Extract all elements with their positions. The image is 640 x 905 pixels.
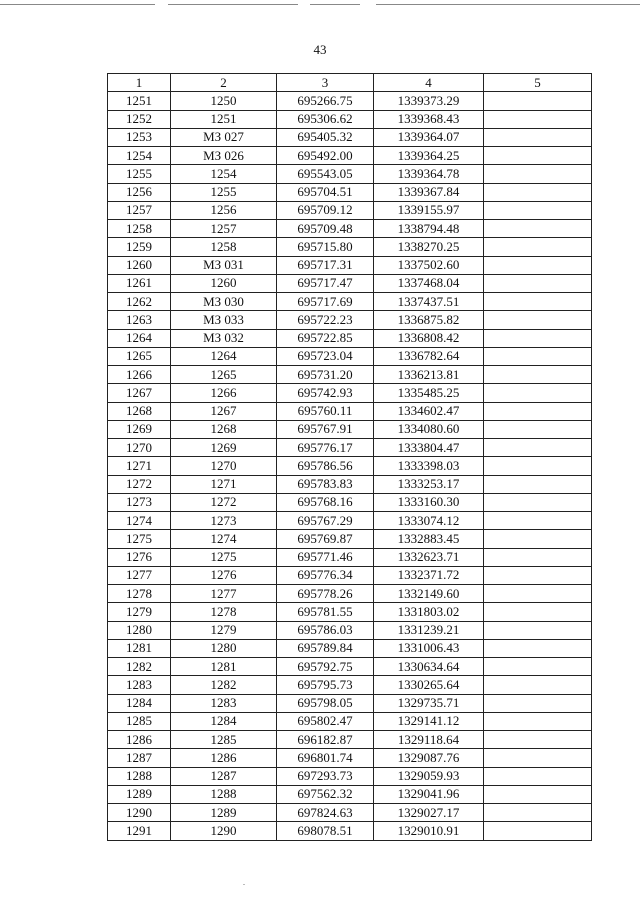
table-cell: [484, 639, 592, 657]
table-cell: [484, 530, 592, 548]
table-cell: 1331006.43: [374, 639, 484, 657]
table-cell: [484, 712, 592, 730]
table-cell: [484, 147, 592, 165]
table-cell: 1258: [171, 238, 277, 256]
table-row: [108, 694, 592, 712]
table-cell: 695786.56: [277, 457, 374, 475]
table-cell: [484, 512, 592, 530]
table-cell: 695405.32: [277, 128, 374, 146]
scan-edge-line: [310, 4, 360, 5]
table-cell: 1339364.07: [374, 128, 484, 146]
table-cell: 1264: [171, 347, 277, 365]
table-cell: 1337502.60: [374, 256, 484, 274]
table-row: [108, 585, 592, 603]
table-cell: 1339373.29: [374, 92, 484, 110]
table-cell: 1267: [171, 402, 277, 420]
table-cell: 695792.75: [277, 658, 374, 676]
column-header: 3: [277, 74, 374, 92]
page-number: 43: [313, 42, 327, 57]
table-cell: 1338794.48: [374, 220, 484, 238]
table-cell: 1280: [171, 639, 277, 657]
table-cell: 1339364.78: [374, 165, 484, 183]
table-row: [108, 676, 592, 694]
table-cell: 1252: [108, 110, 171, 128]
column-header: 5: [484, 74, 592, 92]
table-cell: 697293.73: [277, 767, 374, 785]
coordinates-table: [107, 73, 592, 841]
table-cell: [484, 220, 592, 238]
table-cell: 695742.93: [277, 384, 374, 402]
table-cell: 1333160.30: [374, 493, 484, 511]
table-cell: 1282: [171, 676, 277, 694]
table-cell: [484, 804, 592, 822]
table-cell: 1272: [108, 475, 171, 493]
table-cell: 1329141.12: [374, 712, 484, 730]
scan-speck: [243, 884, 245, 885]
table-cell: 697562.32: [277, 785, 374, 803]
table-row: [108, 731, 592, 749]
table-cell: 695306.62: [277, 110, 374, 128]
column-header: 2: [171, 74, 277, 92]
table-body: [108, 92, 592, 840]
table-row: [108, 238, 592, 256]
table-cell: 695731.20: [277, 366, 374, 384]
table-cell: 698078.51: [277, 822, 374, 840]
table-row: [108, 311, 592, 329]
table-cell: [484, 457, 592, 475]
table-cell: 1332371.72: [374, 566, 484, 584]
table-cell: 1329087.76: [374, 749, 484, 767]
table-cell: [484, 201, 592, 219]
table-cell: [484, 694, 592, 712]
table-cell: 1285: [171, 731, 277, 749]
table-cell: 1278: [108, 585, 171, 603]
table-cell: 1251: [171, 110, 277, 128]
table-cell: 695722.85: [277, 329, 374, 347]
table-cell: 1288: [108, 767, 171, 785]
table-row: [108, 749, 592, 767]
table-cell: 1333398.03: [374, 457, 484, 475]
table-cell: 1267: [108, 384, 171, 402]
table-cell: [484, 366, 592, 384]
table-row: [108, 603, 592, 621]
table-row: [108, 165, 592, 183]
table-cell: 1330634.64: [374, 658, 484, 676]
table-cell: 1335485.25: [374, 384, 484, 402]
table-cell: [484, 293, 592, 311]
table-row: [108, 366, 592, 384]
table-cell: 1279: [108, 603, 171, 621]
table-cell: 1270: [171, 457, 277, 475]
table-cell: 695767.91: [277, 420, 374, 438]
table-cell: 1329010.91: [374, 822, 484, 840]
table-cell: 695786.03: [277, 621, 374, 639]
table-cell: 1269: [108, 420, 171, 438]
table-cell: 695798.05: [277, 694, 374, 712]
table-cell: 1253: [108, 128, 171, 146]
table-cell: 695715.80: [277, 238, 374, 256]
table-row: [108, 347, 592, 365]
table-row: [108, 712, 592, 730]
table-row: [108, 220, 592, 238]
table-cell: 1279: [171, 621, 277, 639]
table-cell: 1329027.17: [374, 804, 484, 822]
table-cell: 695781.55: [277, 603, 374, 621]
table-row: [108, 201, 592, 219]
table-cell: 1274: [108, 512, 171, 530]
table-cell: [484, 603, 592, 621]
table-cell: 1283: [171, 694, 277, 712]
table-cell: [484, 183, 592, 201]
table-cell: 1339364.25: [374, 147, 484, 165]
table-cell: 1272: [171, 493, 277, 511]
table-cell: [484, 658, 592, 676]
table-cell: 1336782.64: [374, 347, 484, 365]
table-cell: 1276: [171, 566, 277, 584]
table-cell: 695776.34: [277, 566, 374, 584]
table-cell: 1254: [108, 147, 171, 165]
table-cell: 1332149.60: [374, 585, 484, 603]
table-cell: [484, 475, 592, 493]
table-cell: 1289: [171, 804, 277, 822]
table-cell: [484, 402, 592, 420]
table-cell: [484, 311, 592, 329]
table-cell: 1290: [108, 804, 171, 822]
table-cell: 695723.04: [277, 347, 374, 365]
table-cell: 1255: [108, 165, 171, 183]
table-row: [108, 439, 592, 457]
scan-edge-line: [0, 4, 155, 5]
table-cell: [484, 822, 592, 840]
table-cell: 695778.26: [277, 585, 374, 603]
table-cell: 1329735.71: [374, 694, 484, 712]
table-cell: 1266: [108, 366, 171, 384]
table-cell: [484, 128, 592, 146]
table-cell: 1280: [108, 621, 171, 639]
table-cell: МЗ 031: [171, 256, 277, 274]
table-cell: МЗ 032: [171, 329, 277, 347]
table-cell: 1278: [171, 603, 277, 621]
table-cell: 696801.74: [277, 749, 374, 767]
table-cell: 697824.63: [277, 804, 374, 822]
table-cell: [484, 347, 592, 365]
table-cell: 695704.51: [277, 183, 374, 201]
table-cell: 1275: [108, 530, 171, 548]
table-cell: [484, 493, 592, 511]
table-row: [108, 147, 592, 165]
table-cell: 1329059.93: [374, 767, 484, 785]
table-cell: 1260: [171, 274, 277, 292]
table-row: [108, 767, 592, 785]
table-cell: 1282: [108, 658, 171, 676]
table-row: [108, 475, 592, 493]
table-cell: 1288: [171, 785, 277, 803]
table-cell: 1330265.64: [374, 676, 484, 694]
table-cell: 695769.87: [277, 530, 374, 548]
table-row: [108, 822, 592, 840]
table-cell: [484, 329, 592, 347]
table-cell: 1273: [171, 512, 277, 530]
table-cell: 1277: [171, 585, 277, 603]
table-cell: 1331803.02: [374, 603, 484, 621]
table-cell: [484, 767, 592, 785]
table-cell: 1289: [108, 785, 171, 803]
table-cell: [484, 238, 592, 256]
table-cell: [484, 384, 592, 402]
table-cell: 1339155.97: [374, 201, 484, 219]
table-cell: 1259: [108, 238, 171, 256]
table-cell: 1332883.45: [374, 530, 484, 548]
table-cell: 1258: [108, 220, 171, 238]
table-cell: 695795.73: [277, 676, 374, 694]
table-cell: 1284: [171, 712, 277, 730]
table-row: [108, 566, 592, 584]
table-cell: 1265: [171, 366, 277, 384]
table-cell: 1339368.43: [374, 110, 484, 128]
table-cell: 1338270.25: [374, 238, 484, 256]
table-cell: [484, 439, 592, 457]
table-cell: 1331239.21: [374, 621, 484, 639]
table-cell: 1336875.82: [374, 311, 484, 329]
table-row: [108, 329, 592, 347]
table-row: [108, 183, 592, 201]
table-cell: 1265: [108, 347, 171, 365]
table-cell: 1260: [108, 256, 171, 274]
table-row: [108, 420, 592, 438]
table-cell: 1281: [108, 639, 171, 657]
table-cell: [484, 731, 592, 749]
table-cell: 695717.31: [277, 256, 374, 274]
table-cell: 1254: [171, 165, 277, 183]
table-cell: 1266: [171, 384, 277, 402]
table-row: [108, 256, 592, 274]
table-cell: [484, 92, 592, 110]
table-cell: 1290: [171, 822, 277, 840]
table-row: [108, 548, 592, 566]
table-cell: 695543.05: [277, 165, 374, 183]
table-row: [108, 530, 592, 548]
scan-edge-line: [376, 4, 640, 5]
table-cell: [484, 420, 592, 438]
table-cell: МЗ 027: [171, 128, 277, 146]
table-cell: 695768.16: [277, 493, 374, 511]
table-cell: 1271: [108, 457, 171, 475]
table-cell: 695722.23: [277, 311, 374, 329]
table-cell: [484, 274, 592, 292]
table-header-row: [108, 74, 592, 92]
table-cell: [484, 110, 592, 128]
table-row: [108, 274, 592, 292]
table-row: [108, 457, 592, 475]
table-cell: [484, 785, 592, 803]
table-cell: 1281: [171, 658, 277, 676]
table-row: [108, 293, 592, 311]
table-cell: 1336808.42: [374, 329, 484, 347]
table-cell: 695771.46: [277, 548, 374, 566]
table-cell: 1286: [108, 731, 171, 749]
table-cell: 1287: [108, 749, 171, 767]
table-cell: 695717.69: [277, 293, 374, 311]
table-cell: 695709.48: [277, 220, 374, 238]
table-row: [108, 658, 592, 676]
table-cell: 1275: [171, 548, 277, 566]
table-cell: 1284: [108, 694, 171, 712]
table-cell: 1291: [108, 822, 171, 840]
table-cell: 1337437.51: [374, 293, 484, 311]
table-cell: 1285: [108, 712, 171, 730]
table-cell: 1263: [108, 311, 171, 329]
scan-edge-line: [168, 4, 298, 5]
table-cell: 695767.29: [277, 512, 374, 530]
table-cell: 695492.00: [277, 147, 374, 165]
table-cell: 695802.47: [277, 712, 374, 730]
table-row: [108, 804, 592, 822]
table-cell: 1268: [171, 420, 277, 438]
table-cell: 1339367.84: [374, 183, 484, 201]
table-cell: 695709.12: [277, 201, 374, 219]
table-cell: [484, 585, 592, 603]
table-cell: 1333253.17: [374, 475, 484, 493]
table-cell: 1251: [108, 92, 171, 110]
table-cell: [484, 749, 592, 767]
table-cell: 1271: [171, 475, 277, 493]
table-cell: 1277: [108, 566, 171, 584]
table-cell: 1333074.12: [374, 512, 484, 530]
table-cell: 1268: [108, 402, 171, 420]
table-row: [108, 402, 592, 420]
table-cell: 1255: [171, 183, 277, 201]
table-cell: [484, 676, 592, 694]
table-cell: [484, 548, 592, 566]
table-cell: 1287: [171, 767, 277, 785]
table-cell: 1250: [171, 92, 277, 110]
table-row: [108, 621, 592, 639]
table-cell: [484, 256, 592, 274]
table-cell: 1270: [108, 439, 171, 457]
table-cell: 1329041.96: [374, 785, 484, 803]
table-cell: 1334080.60: [374, 420, 484, 438]
table-cell: 1261: [108, 274, 171, 292]
table-cell: 1283: [108, 676, 171, 694]
table-cell: 695760.11: [277, 402, 374, 420]
table-cell: [484, 621, 592, 639]
table-cell: 1336213.81: [374, 366, 484, 384]
table-cell: 1256: [171, 201, 277, 219]
table-cell: 1264: [108, 329, 171, 347]
table-cell: МЗ 026: [171, 147, 277, 165]
table-cell: [484, 165, 592, 183]
column-header: 1: [108, 74, 171, 92]
table-cell: 1273: [108, 493, 171, 511]
table-cell: МЗ 030: [171, 293, 277, 311]
table-row: [108, 110, 592, 128]
table-row: [108, 512, 592, 530]
table-cell: 1337468.04: [374, 274, 484, 292]
table-row: [108, 128, 592, 146]
column-header: 4: [374, 74, 484, 92]
table-cell: 1257: [171, 220, 277, 238]
table-cell: 1256: [108, 183, 171, 201]
table-cell: 695717.47: [277, 274, 374, 292]
table-row: [108, 493, 592, 511]
table-cell: 1332623.71: [374, 548, 484, 566]
table-cell: [484, 566, 592, 584]
table-cell: 1286: [171, 749, 277, 767]
table-cell: 1276: [108, 548, 171, 566]
table-cell: 1329118.64: [374, 731, 484, 749]
table-row: [108, 92, 592, 110]
table-cell: 1333804.47: [374, 439, 484, 457]
table-cell: 695776.17: [277, 439, 374, 457]
table-row: [108, 384, 592, 402]
table-cell: 695783.83: [277, 475, 374, 493]
table-cell: 1334602.47: [374, 402, 484, 420]
table-row: [108, 785, 592, 803]
table-cell: 1274: [171, 530, 277, 548]
table-cell: 1269: [171, 439, 277, 457]
table-cell: МЗ 033: [171, 311, 277, 329]
table-cell: 695789.84: [277, 639, 374, 657]
table-cell: 1262: [108, 293, 171, 311]
table-row: [108, 639, 592, 657]
table-cell: 696182.87: [277, 731, 374, 749]
table-cell: 1257: [108, 201, 171, 219]
table-cell: 695266.75: [277, 92, 374, 110]
